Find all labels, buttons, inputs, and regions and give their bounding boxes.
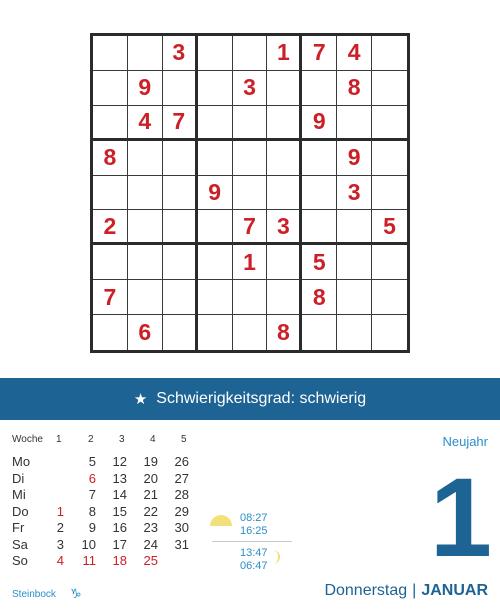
month-label: JANUAR <box>421 582 488 599</box>
sudoku-cell[interactable]: 7 <box>93 280 128 315</box>
sudoku-cell[interactable]: 1 <box>233 245 268 280</box>
sudoku-cell[interactable] <box>372 280 407 315</box>
sudoku-cell[interactable] <box>302 141 337 176</box>
sudoku-cell[interactable] <box>128 36 163 71</box>
sudoku-cell[interactable] <box>198 280 233 315</box>
weekday-label: Di <box>12 470 25 486</box>
sudoku-cell[interactable] <box>93 315 128 350</box>
moonset-time: 06:47 <box>240 560 268 572</box>
star-icon: ★ <box>133 391 148 408</box>
sudoku-cell[interactable] <box>372 106 407 141</box>
calendar-day: 28 <box>174 487 189 502</box>
sudoku-cell[interactable]: 5 <box>302 245 337 280</box>
difficulty-banner <box>0 378 500 420</box>
sudoku-cell[interactable] <box>302 315 337 350</box>
weekday-label: Do <box>12 503 29 519</box>
sudoku-cell[interactable]: 9 <box>128 71 163 106</box>
sudoku-cell[interactable] <box>198 36 233 71</box>
calendar-day: 6 <box>88 470 96 486</box>
calendar-day: 30 <box>174 520 189 535</box>
sudoku-cell[interactable] <box>93 36 128 71</box>
calendar-day: 15 <box>112 503 127 519</box>
capricorn-icon: ♑ <box>70 586 82 601</box>
weekday-label: Sa <box>12 536 28 552</box>
sudoku-cell[interactable] <box>337 210 372 245</box>
sudoku-cell[interactable] <box>163 280 198 315</box>
sudoku-cell[interactable] <box>163 210 198 245</box>
sudoku-cell[interactable]: 8 <box>302 280 337 315</box>
calendar-day: 24 <box>143 536 158 552</box>
calendar-day: 7 <box>88 487 96 502</box>
calendar-day: 13 <box>112 470 127 486</box>
sudoku-cell[interactable] <box>267 280 302 315</box>
sudoku-cell[interactable]: 1 <box>267 36 302 71</box>
sudoku-cell[interactable]: 3 <box>267 210 302 245</box>
calendar-day: 11 <box>82 553 96 568</box>
moonrise-time: 13:47 <box>240 547 268 559</box>
sudoku-cell[interactable] <box>267 141 302 176</box>
sudoku-cell[interactable]: 7 <box>163 106 198 141</box>
sudoku-cell[interactable] <box>198 71 233 106</box>
sudoku-cell[interactable] <box>93 245 128 280</box>
calendar-day: 10 <box>81 536 96 552</box>
sudoku-cell[interactable]: 7 <box>233 210 268 245</box>
calendar-day: 2 <box>56 520 64 535</box>
weekday-label: So <box>12 553 28 568</box>
sudoku-cell[interactable] <box>233 315 268 350</box>
sudoku-cell[interactable] <box>163 245 198 280</box>
sudoku-cell[interactable] <box>198 245 233 280</box>
sudoku-cell[interactable] <box>198 315 233 350</box>
calendar-day: 16 <box>112 520 127 535</box>
weekday-label: Mi <box>12 487 26 502</box>
sudoku-grid <box>90 33 410 353</box>
sudoku-cell[interactable] <box>337 280 372 315</box>
sudoku-cell[interactable] <box>337 315 372 350</box>
calendar-day: 14 <box>112 487 127 502</box>
sudoku-cell[interactable]: 3 <box>233 71 268 106</box>
sudoku-cell[interactable] <box>233 36 268 71</box>
calendar-day: 25 <box>143 553 158 568</box>
sudoku-cell[interactable]: 4 <box>128 106 163 141</box>
weekday-label: Fr <box>12 520 25 535</box>
sudoku-cell[interactable] <box>128 210 163 245</box>
sudoku-cell[interactable] <box>198 210 233 245</box>
sudoku-cell[interactable] <box>302 176 337 211</box>
sudoku-cell[interactable] <box>93 106 128 141</box>
calendar-day: 3 <box>56 536 64 552</box>
sudoku-cell[interactable] <box>337 106 372 141</box>
calendar-day: 1 <box>56 503 64 519</box>
sunrise-time: 08:27 <box>240 512 268 524</box>
calendar-day: 20 <box>143 470 158 486</box>
week-number: 3 <box>119 434 125 445</box>
sudoku-cell[interactable]: 7 <box>302 36 337 71</box>
sudoku-cell[interactable] <box>372 245 407 280</box>
moon-icon <box>270 549 284 565</box>
calendar-day: 27 <box>174 470 189 486</box>
sudoku-cell[interactable] <box>128 141 163 176</box>
sudoku-cell[interactable]: 8 <box>93 141 128 176</box>
sudoku-cell[interactable] <box>163 71 198 106</box>
sudoku-cell[interactable] <box>302 210 337 245</box>
date-separator: | <box>412 582 417 599</box>
sudoku-cell[interactable] <box>128 245 163 280</box>
sun-icon <box>208 512 234 528</box>
sun-moon-divider <box>212 541 292 542</box>
week-header-label: Woche <box>12 434 43 445</box>
sudoku-cell[interactable] <box>198 141 233 176</box>
calendar-day: 18 <box>112 553 127 568</box>
calendar-day: 31 <box>174 536 189 552</box>
difficulty-label: Schwierigkeitsgrad: schwierig <box>156 390 367 407</box>
calendar-day: 9 <box>88 520 96 535</box>
sudoku-cell[interactable]: 9 <box>337 141 372 176</box>
week-number: 1 <box>56 434 62 445</box>
calendar-day: 21 <box>143 487 158 502</box>
sudoku-cell[interactable] <box>267 71 302 106</box>
week-number: 2 <box>88 434 94 445</box>
calendar-day: 22 <box>143 503 158 519</box>
sudoku-cell[interactable] <box>372 36 407 71</box>
weekday-label: Donnerstag <box>324 582 408 599</box>
sudoku-cell[interactable] <box>267 106 302 141</box>
week-number: 4 <box>150 434 156 445</box>
sudoku-cell[interactable] <box>163 315 198 350</box>
sudoku-cell[interactable]: 9 <box>302 106 337 141</box>
sudoku-cell[interactable]: 4 <box>337 36 372 71</box>
sudoku-cell[interactable]: 3 <box>337 176 372 211</box>
sudoku-cell[interactable]: 8 <box>337 71 372 106</box>
sudoku-cell[interactable]: 9 <box>198 176 233 211</box>
sudoku-cell[interactable]: 6 <box>128 315 163 350</box>
sudoku-cell[interactable] <box>372 176 407 211</box>
sudoku-cell[interactable] <box>267 245 302 280</box>
sudoku-cell[interactable]: 5 <box>372 210 407 245</box>
sudoku-cell[interactable] <box>198 106 233 141</box>
day-number: 1 <box>429 455 492 580</box>
sudoku-cell[interactable] <box>302 71 337 106</box>
zodiac-label: Steinbock <box>12 589 56 600</box>
sudoku-cell[interactable] <box>233 141 268 176</box>
holiday-label: Neujahr <box>442 434 488 449</box>
sudoku-cell[interactable] <box>93 71 128 106</box>
sudoku-cell[interactable] <box>233 106 268 141</box>
weekday-label: Mo <box>12 454 31 469</box>
calendar-day: 5 <box>88 454 96 469</box>
calendar-day: 4 <box>56 553 64 568</box>
sudoku-cell[interactable] <box>372 71 407 106</box>
sudoku-cell[interactable] <box>128 280 163 315</box>
sudoku-cell[interactable]: 2 <box>93 210 128 245</box>
date-line <box>324 582 488 600</box>
sudoku-cell[interactable] <box>233 176 268 211</box>
calendar-day: 12 <box>112 454 127 469</box>
sudoku-cell[interactable] <box>128 176 163 211</box>
sudoku-cell[interactable] <box>233 280 268 315</box>
calendar-day: 19 <box>143 454 158 469</box>
sudoku-cell[interactable] <box>372 141 407 176</box>
week-number: 5 <box>181 434 187 445</box>
calendar-day: 8 <box>88 503 96 519</box>
sudoku-cell[interactable] <box>163 176 198 211</box>
sudoku-cell[interactable] <box>267 176 302 211</box>
calendar-day: 17 <box>112 536 127 552</box>
sudoku-cell[interactable] <box>372 315 407 350</box>
mini-calendar <box>0 430 200 580</box>
sudoku-cell[interactable] <box>163 141 198 176</box>
sudoku-cell[interactable]: 8 <box>267 315 302 350</box>
sudoku-cell[interactable] <box>93 176 128 211</box>
calendar-day: 29 <box>174 503 189 519</box>
sudoku-cell[interactable]: 3 <box>163 36 198 71</box>
calendar-day: 23 <box>143 520 158 535</box>
calendar-day: 26 <box>174 454 189 469</box>
sunset-time: 16:25 <box>240 525 268 537</box>
sudoku-cell[interactable] <box>337 245 372 280</box>
